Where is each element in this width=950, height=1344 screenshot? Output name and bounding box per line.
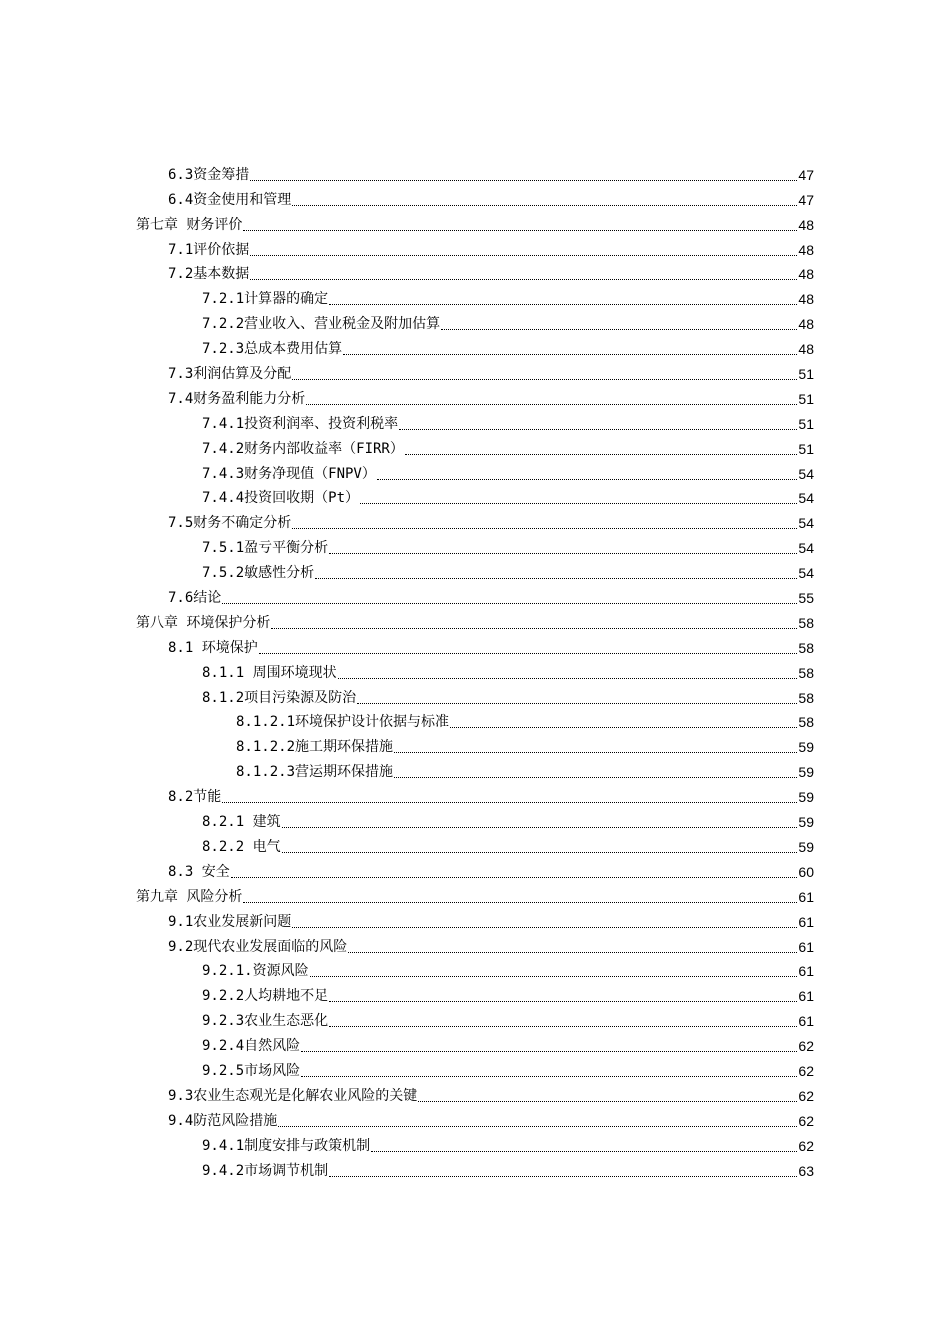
toc-entry-page-number: 59 (798, 789, 814, 806)
toc-entry-title: 8.1.2.3营运期环保措施 (236, 764, 394, 781)
toc-entry-page-number: 58 (798, 664, 814, 681)
toc-dot-leader (338, 677, 798, 679)
toc-entry-page-number: 47 (798, 166, 814, 183)
toc-entry[interactable] (0, 1157, 950, 1182)
toc-entry-page-number: 51 (798, 440, 814, 457)
toc-dot-leader (292, 926, 797, 928)
toc-dot-leader (243, 229, 797, 231)
toc-entry[interactable] (0, 1007, 950, 1032)
toc-entry[interactable] (0, 385, 950, 410)
toc-dot-leader (394, 751, 797, 753)
toc-entry[interactable] (0, 1032, 950, 1057)
toc-dot-leader (222, 602, 797, 604)
toc-entry[interactable] (0, 460, 950, 485)
toc-entry-page-number: 62 (798, 1112, 814, 1129)
toc-entry[interactable] (0, 509, 950, 534)
toc-entry-title: 9.2.3农业生态恶化 (202, 1013, 329, 1030)
toc-entry[interactable] (0, 684, 950, 709)
toc-entry-page-number: 59 (798, 739, 814, 756)
toc-entry[interactable] (0, 933, 950, 958)
toc-entry[interactable] (0, 634, 950, 659)
toc-entry-page-number: 51 (798, 415, 814, 432)
toc-entry[interactable] (0, 833, 950, 858)
toc-entry[interactable] (0, 1132, 950, 1157)
toc-entry-page-number: 54 (798, 490, 814, 507)
toc-entry-title: 7.5.1盈亏平衡分析 (202, 540, 329, 557)
toc-entry-page-number: 59 (798, 838, 814, 855)
toc-entry-page-number: 54 (798, 515, 814, 532)
toc-entry-title: 7.1评价依据 (168, 241, 250, 258)
toc-entry[interactable] (0, 908, 950, 933)
toc-dot-leader (329, 1000, 797, 1002)
toc-entry[interactable] (0, 709, 950, 734)
toc-entry-title: 6.3资金筹措 (168, 166, 250, 183)
toc-entry-title: 8.3 安全 (168, 863, 230, 880)
toc-entry-page-number: 58 (798, 689, 814, 706)
toc-dot-leader (450, 726, 797, 728)
toc-entry-title: 7.3利润估算及分配 (168, 366, 292, 383)
toc-entry[interactable] (0, 883, 950, 908)
toc-dot-leader (343, 353, 797, 355)
toc-dot-leader (278, 1125, 797, 1127)
toc-entry[interactable] (0, 534, 950, 559)
toc-entry-page-number: 48 (798, 241, 814, 258)
toc-entry[interactable] (0, 310, 950, 335)
toc-entry-page-number: 58 (798, 614, 814, 631)
toc-dot-leader (357, 702, 797, 704)
toc-entry-page-number: 61 (798, 913, 814, 930)
toc-dot-leader (405, 453, 798, 455)
toc-entry-title: 8.1.2.1环境保护设计依据与标准 (236, 714, 450, 731)
toc-entry[interactable] (0, 236, 950, 261)
toc-entry[interactable] (0, 858, 950, 883)
toc-entry-page-number: 62 (798, 1062, 814, 1079)
toc-entry-title: 7.2基本数据 (168, 266, 250, 283)
toc-dot-leader (418, 1100, 797, 1102)
toc-dot-leader (329, 303, 797, 305)
toc-dot-leader (292, 527, 797, 529)
toc-dot-leader (301, 1075, 797, 1077)
toc-entry-title: 9.4.1制度安排与政策机制 (202, 1137, 371, 1154)
toc-entry[interactable] (0, 958, 950, 983)
toc-entry-title: 9.2.5市场风险 (202, 1062, 301, 1079)
toc-entry-title: 6.4资金使用和管理 (168, 191, 292, 208)
toc-dot-leader (292, 204, 797, 206)
toc-entry-title: 7.2.2营业收入、营业税金及附加估算 (202, 316, 441, 333)
toc-entry[interactable] (0, 335, 950, 360)
toc-entry-title: 8.2.1 建筑 (202, 814, 281, 831)
toc-entry[interactable] (0, 733, 950, 758)
toc-entry-title: 9.2现代农业发展面临的风险 (168, 938, 348, 955)
toc-entry-title: 第九章 风险分析 (136, 888, 243, 905)
toc-dot-leader (222, 801, 797, 803)
toc-entry-title: 第七章 财务评价 (136, 216, 243, 233)
toc-dot-leader (306, 403, 797, 405)
toc-dot-leader (301, 1050, 797, 1052)
toc-entry-title: 9.1农业发展新问题 (168, 913, 292, 930)
toc-entry-page-number: 61 (798, 988, 814, 1005)
toc-entry-title: 7.2.1计算器的确定 (202, 291, 329, 308)
toc-entry-page-number: 55 (798, 590, 814, 607)
toc-entry-title: 7.4.2财务内部收益率（FIRR） (202, 440, 404, 457)
toc-entry[interactable] (0, 584, 950, 609)
toc-entry[interactable] (0, 261, 950, 286)
toc-dot-leader (259, 652, 798, 654)
toc-entry[interactable] (0, 1082, 950, 1107)
toc-entry-page-number: 61 (798, 888, 814, 905)
toc-entry-page-number: 62 (798, 1038, 814, 1055)
toc-entry-title: 7.2.3总成本费用估算 (202, 341, 343, 358)
toc-entry-title: 7.6结论 (168, 590, 222, 607)
toc-entry[interactable] (0, 186, 950, 211)
toc-dot-leader (243, 901, 797, 903)
toc-dot-leader (394, 776, 797, 778)
toc-entry-page-number: 48 (798, 316, 814, 333)
toc-dot-leader (371, 1150, 797, 1152)
toc-entry-page-number: 54 (798, 565, 814, 582)
toc-entry-page-number: 63 (798, 1162, 814, 1179)
toc-entry[interactable] (0, 783, 950, 808)
toc-entry-page-number: 48 (798, 291, 814, 308)
toc-dot-leader (310, 975, 798, 977)
toc-entry-page-number: 47 (798, 191, 814, 208)
toc-entry-title: 9.4防范风险措施 (168, 1112, 278, 1129)
toc-entry[interactable] (0, 609, 950, 634)
toc-entry-page-number: 48 (798, 266, 814, 283)
toc-dot-leader (399, 428, 797, 430)
toc-dot-leader (250, 278, 797, 280)
toc-entry-title: 9.4.2市场调节机制 (202, 1162, 329, 1179)
toc-entry[interactable] (0, 435, 950, 460)
toc-entry[interactable] (0, 659, 950, 684)
toc-entry-page-number: 48 (798, 216, 814, 233)
toc-dot-leader (329, 1025, 797, 1027)
toc-entry-title: 8.2.2 电气 (202, 838, 281, 855)
toc-dot-leader (271, 627, 797, 629)
toc-dot-leader (441, 328, 797, 330)
toc-entry[interactable] (0, 161, 950, 186)
toc-entry[interactable] (0, 1107, 950, 1132)
toc-entry-title: 7.4.1投资利润率、投资利税率 (202, 415, 399, 432)
toc-entry-title: 9.2.2人均耕地不足 (202, 988, 329, 1005)
toc-entry-page-number: 61 (798, 1013, 814, 1030)
toc-dot-leader (250, 179, 797, 181)
toc-entry-page-number: 59 (798, 814, 814, 831)
toc-entry[interactable] (0, 758, 950, 783)
toc-entry-title: 第八章 环境保护分析 (136, 614, 271, 631)
toc-entry-title: 8.1.1 周围环境现状 (202, 664, 337, 681)
toc-entry-title: 7.4.3财务净现值（FNPV） (202, 465, 376, 482)
toc-entry[interactable] (0, 360, 950, 385)
toc-entry-page-number: 54 (798, 465, 814, 482)
toc-entry-title: 7.5.2敏感性分析 (202, 565, 315, 582)
toc-entry-title: 9.2.4自然风险 (202, 1038, 301, 1055)
toc-dot-leader (377, 478, 798, 480)
toc-entry-page-number: 62 (798, 1087, 814, 1104)
toc-entry-title: 9.3农业生态观光是化解农业风险的关键 (168, 1087, 418, 1104)
toc-entry-title: 8.1 环境保护 (168, 639, 258, 656)
toc-dot-leader (282, 826, 798, 828)
toc-dot-leader (360, 502, 797, 504)
toc-dot-leader (329, 1175, 797, 1177)
toc-entry-title: 7.4财务盈利能力分析 (168, 390, 306, 407)
toc-entry[interactable] (0, 485, 950, 510)
toc-entry-title: 7.4.4投资回收期（Pt） (202, 490, 360, 507)
table-of-contents (0, 161, 950, 1182)
toc-entry-page-number: 62 (798, 1137, 814, 1154)
toc-entry[interactable] (0, 808, 950, 833)
toc-entry[interactable] (0, 410, 950, 435)
toc-entry-title: 7.5财务不确定分析 (168, 515, 292, 532)
toc-dot-leader (231, 876, 798, 878)
toc-entry[interactable] (0, 211, 950, 236)
toc-entry-title: 8.1.2项目污染源及防治 (202, 689, 357, 706)
toc-entry-page-number: 58 (798, 639, 814, 656)
toc-entry[interactable] (0, 982, 950, 1007)
toc-dot-leader (348, 951, 797, 953)
toc-entry-page-number: 54 (798, 540, 814, 557)
toc-entry[interactable] (0, 285, 950, 310)
toc-entry-page-number: 60 (798, 863, 814, 880)
toc-entry-page-number: 58 (798, 714, 814, 731)
toc-entry-page-number: 51 (798, 366, 814, 383)
toc-entry-title: 9.2.1.资源风险 (202, 963, 309, 980)
toc-entry-page-number: 59 (798, 764, 814, 781)
toc-dot-leader (250, 254, 797, 256)
toc-entry[interactable] (0, 1057, 950, 1082)
toc-dot-leader (315, 577, 797, 579)
toc-entry-page-number: 61 (798, 938, 814, 955)
toc-dot-leader (329, 552, 797, 554)
toc-entry-title: 8.1.2.2施工期环保措施 (236, 739, 394, 756)
toc-dot-leader (292, 378, 797, 380)
toc-entry-title: 8.2节能 (168, 789, 222, 806)
toc-entry-page-number: 51 (798, 390, 814, 407)
toc-dot-leader (282, 851, 798, 853)
toc-entry-page-number: 48 (798, 341, 814, 358)
toc-entry-page-number: 61 (798, 963, 814, 980)
toc-entry[interactable] (0, 559, 950, 584)
